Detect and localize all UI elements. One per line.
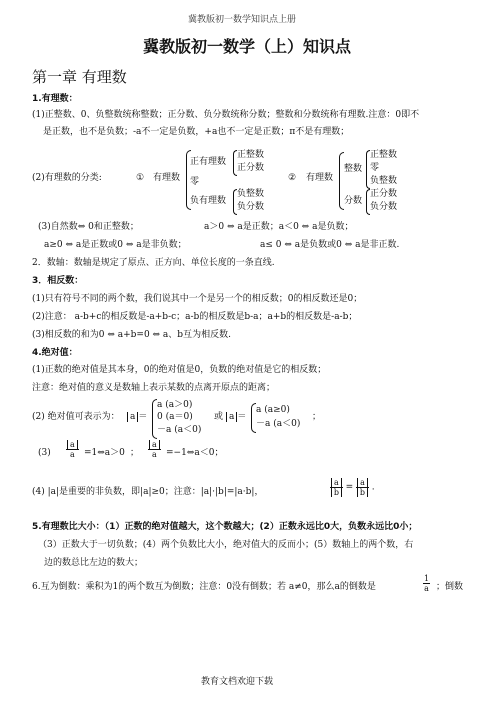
abs-formula-or: 或 — [214, 412, 224, 422]
classification-1-negative-item-1: 负整数 — [237, 189, 265, 199]
abs-formula-case-2: 0 (a＝0) — [157, 412, 193, 422]
abs-ratio-label: (3) — [38, 448, 51, 458]
section-2-axis: 2．数轴：数轴是规定了原点、正方向、单位长度的一条直线. — [32, 258, 275, 268]
section-5-line-1: 5.有理数比大小：（1）正数的绝对值越大，这个数越大；(2）正数永远比0大，负数永远比0小； — [32, 522, 418, 532]
classification-2-root: 有理数 — [306, 173, 334, 183]
section-1-line-3a: (3)自然数⇔ 0和正整数； — [38, 222, 139, 232]
classification-1-positive-item-2: 正分数 — [237, 163, 265, 173]
section-4-line-2: 注意：绝对值的意义是数轴上表示某数的点离开原点的距离； — [32, 383, 276, 393]
classification-1-positive: 正有理数 — [190, 157, 227, 167]
classification-2-integer-item-2: 零 — [370, 163, 380, 173]
classification-2-fraction: 分数 — [344, 196, 363, 206]
section-6-tail: ；倒数 — [436, 582, 464, 592]
chapter-heading: 第一章 有理数 — [32, 68, 127, 86]
abs-ratio-fraction-1: $\frac{a}{a}$ — [66, 440, 79, 459]
classification-label: (2)有理数的分类: — [32, 173, 102, 183]
classification-2-integer-item-1: 正整数 — [370, 150, 398, 160]
page-header: 冀教版初一数学知识点上册 — [188, 15, 297, 25]
section-1-line-3b: a＞0 ⇔ a是正数；a＜0 ⇔ a是负数； — [204, 222, 354, 232]
section-1-line-1: (1)正整数、0、负整数统称整数；正分数、负分数统称分数；整数和分数统称有理数.注意：0即不 — [32, 110, 420, 120]
section-5-line-3: 边的数总比左边的数大； — [44, 558, 144, 568]
page-title: 冀教版初一数学（上）知识点 — [143, 37, 352, 56]
reciprocal-fraction: $\frac{1}{a}$ — [424, 574, 430, 593]
section-5-line-2: （3）正数大于一切负数；(4）两个负数比大小，绝对值大的反而小；(5）数轴上的两个数，右 — [38, 540, 414, 550]
classification-1-negative: 负有理数 — [190, 196, 227, 206]
section-4-line-1: (1)正数的绝对值是其本身，0的绝对值是0，负数的绝对值是它的相反数； — [32, 365, 327, 375]
section-4-title: 4.绝对值： — [32, 348, 78, 358]
abs-quotient-formula: $\frac{a}{b}$ = $\frac{a}{b}$ . — [330, 478, 375, 497]
abs-ratio-sep: ； — [130, 448, 140, 458]
abs-formula-case-3: －a (a＜0) — [157, 425, 202, 435]
abs-formula-lhs-1: a ＝ — [127, 411, 147, 423]
section-1-title: 1.有理数： — [32, 94, 78, 104]
page-footer: 教育文档欢迎下载 — [201, 677, 274, 687]
abs-formula-case-5: －a (a＜0) — [256, 419, 301, 429]
section-1-line-2: 是正数，也不是负数；-a不一定是负数，+a也不一定是正数；π不是有理数； — [43, 127, 350, 137]
classification-1-root: 有理数 — [153, 173, 181, 183]
abs-ratio-fraction-2: $\frac{a}{a}$ — [148, 440, 161, 459]
section-3-line-1: (1)只有符号不同的两个数，我们说其中一个是另一个的相反数；0的相反数还是0； — [32, 294, 363, 304]
classification-1-negative-item-2: 负分数 — [237, 202, 265, 212]
classification-2-integer: 整数 — [344, 164, 363, 174]
abs-formula-case-4: a (a≥0) — [256, 405, 290, 415]
classification-2-integer-item-3: 负整数 — [370, 176, 398, 186]
classification-2-marker: ② — [288, 173, 297, 183]
section-3-line-2: (2)注意： a-b+c的相反数是-a+b-c；a-b的相反数是b-a；a+b的相反数是-a-b； — [32, 312, 358, 322]
abs-formula-case-1: a (a＞0) — [157, 400, 193, 410]
classification-2-fraction-item-1: 正分数 — [370, 189, 398, 199]
abs-formula-end: ； — [312, 412, 322, 422]
section-6-line: 6.互为倒数：乘积为1的两个数互为倒数；注意：0没有倒数；若 a≠0，那么a的倒数是 — [32, 582, 376, 592]
section-3-line-3: (3)相反数的和为0 ⇔ a+b=0 ⇔ a、b互为相反数. — [32, 330, 231, 340]
abs-formula-label: (2) 绝对值可表示为： — [32, 412, 120, 422]
abs-ratio-negative: =−1⇔a＜0； — [166, 448, 224, 458]
classification-1-marker: ① — [136, 173, 145, 183]
classification-1-zero: 零 — [190, 177, 200, 187]
classification-1-positive-item-1: 正整数 — [237, 150, 265, 160]
abs-property-line: (4) |a|是重要的非负数，即|a|≥0；注意：|a|·|b|=|a·b|， — [32, 487, 264, 497]
abs-ratio-positive: =1⇔a＞0 — [84, 448, 125, 458]
classification-2-fraction-item-2: 负分数 — [370, 202, 398, 212]
abs-formula-lhs-2: a ＝ — [226, 411, 246, 423]
section-1-line-4b: a≤ 0 ⇔ a是负数或0 ⇔ a是非正数. — [260, 240, 400, 250]
section-3-title: 3．相反数： — [32, 276, 84, 286]
section-1-line-4a: a≥0 ⇔ a是正数或0 ⇔ a是非负数； — [44, 240, 187, 250]
